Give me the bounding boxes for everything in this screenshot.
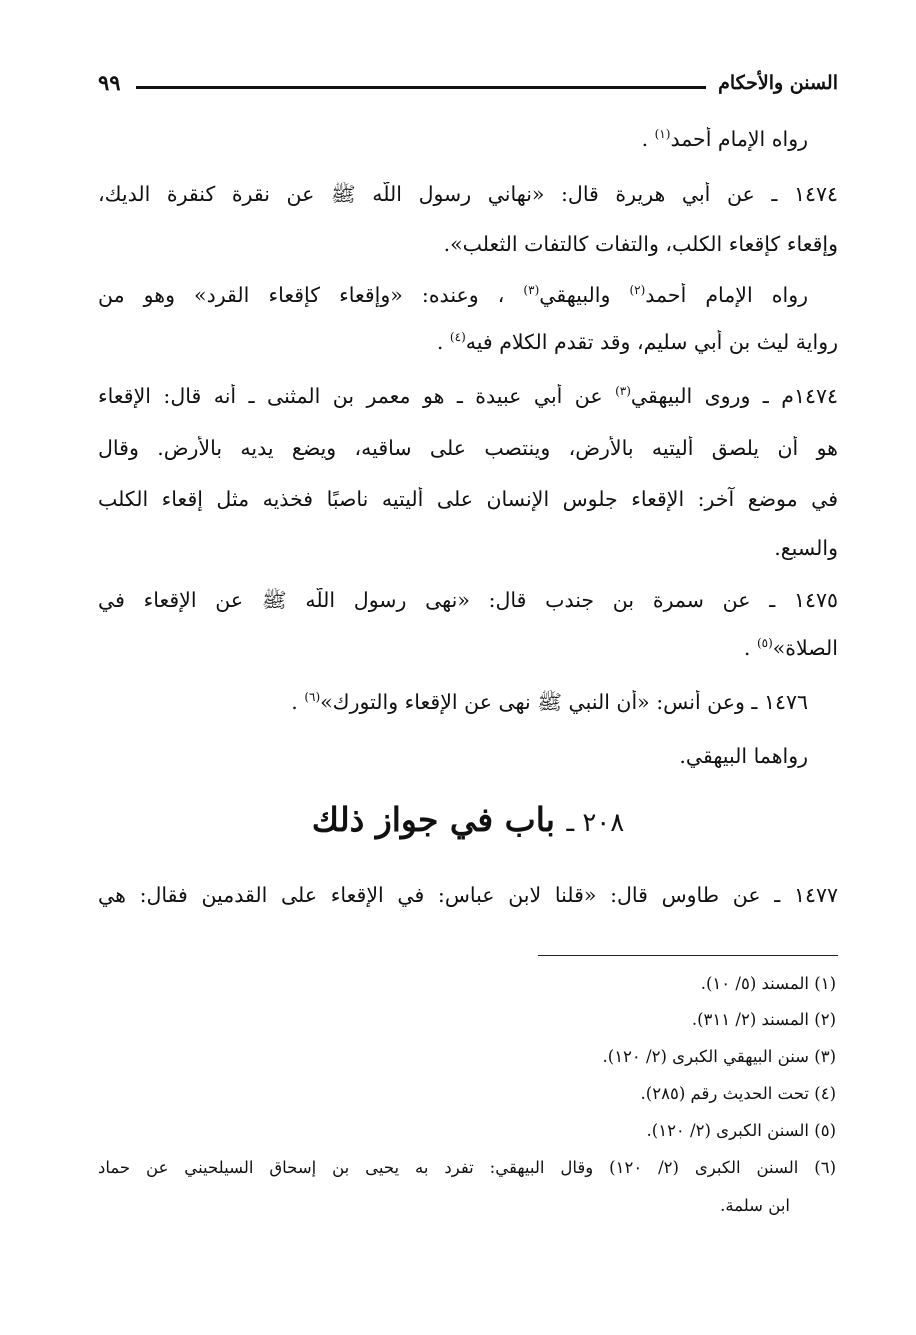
chapter-heading bbox=[98, 800, 838, 839]
footnote-ref: (٣) bbox=[523, 283, 540, 298]
text-line: ١٤٧٦ ـ وعن أنس: «أن النبي ﷺ نهى عن الإقعاء والتورك»$^{(٦)}$ . bbox=[291, 690, 808, 714]
hadith-1474-line-1: ١٤٧٤ ـ عن أبي هريرة قال: «نهاني رسول اللّه ﷺ عن نقرة كنقرة الديك، bbox=[98, 182, 838, 206]
text-line: الصلاة»$^{(٥)}$ . bbox=[743, 636, 838, 660]
footnote-ref: (٣) bbox=[615, 384, 631, 399]
footnote: (٦) السنن الكبرى (٢/ ١٢٠) وقال البيهقي: تفرد به يحيى بن إسحاق السيلحيني عن حماد bbox=[98, 1158, 837, 1177]
footnote: (٤) تحت الحديث رقم (٢٨٥). bbox=[640, 1084, 836, 1103]
footnote: (٣) سنن البيهقي الكبرى (٢/ ١٢٠). bbox=[602, 1047, 836, 1066]
text-line: رواه الإمام أحمد$^{(١)}$ . bbox=[641, 127, 808, 151]
footnote-ref: (١) bbox=[654, 127, 671, 142]
footnote-ref: (٥) bbox=[756, 636, 773, 651]
text-line: رواه الإمام أحمد$^{(٢)}$ والبيهقي$^{(٣)}$ ، وعنده: «وإقعاء كإقعاء القرد» وهو من bbox=[98, 283, 808, 307]
hadith-1477-line-1: ١٤٧٧ ـ عن طاوس قال: «قلنا لابن عباس: في الإقعاء على القدمين فقال: هي bbox=[98, 883, 838, 907]
footnote-ref: (٢) bbox=[629, 283, 646, 298]
footnote-ref: (٦) bbox=[304, 690, 321, 705]
running-title: السنن والأحكام bbox=[718, 72, 838, 94]
footnote: (٢) المسند (٢/ ٣١١). bbox=[691, 1010, 836, 1029]
page-number: ٩٩ bbox=[98, 70, 121, 95]
header-rule bbox=[136, 86, 706, 89]
page-header bbox=[98, 70, 838, 104]
text-line: رواية ليث بن أبي سليم، وقد تقدم الكلام فيه$^{(٤)}$ . bbox=[436, 330, 838, 354]
chapter-number: ٢٠٨ ـ bbox=[566, 808, 625, 838]
chapter-title: باب في جواز ذلك bbox=[311, 800, 555, 839]
hadith-1474-line-2: وإقعاء كإقعاء الكلب، والتفات كالتفات الثعلب». bbox=[443, 232, 838, 256]
text-line: والسبع. bbox=[774, 536, 838, 560]
text-line: هو أن يلصق أليتيه بالأرض، وينتصب على ساقيه، ويضع يديه بالأرض. وقال bbox=[98, 436, 838, 460]
footnote: ابن سلمة. bbox=[720, 1196, 790, 1215]
footnote: (٥) السنن الكبرى (٢/ ١٢٠). bbox=[646, 1121, 836, 1140]
hadith-1475-line-1: ١٤٧٥ ـ عن سمرة بن جندب قال: «نهى رسول اللّه ﷺ عن الإقعاء في bbox=[98, 588, 838, 612]
text-line: ١٤٧٤م ـ وروى البيهقي$^{(٣)}$ عن أبي عبيدة ـ هو معمر بن المثنى ـ أنه قال: الإقعاء bbox=[98, 384, 838, 408]
text-line: في موضع آخر: الإقعاء جلوس الإنسان على أليتيه ناصبًا فخذيه مثل إقعاء الكلب bbox=[98, 487, 838, 511]
text-line: رواهما البيهقي. bbox=[679, 744, 808, 768]
footnote-separator bbox=[538, 955, 838, 956]
footnote-ref: (٤) bbox=[449, 330, 466, 345]
footnote: (١) المسند (٥/ ١٠). bbox=[700, 974, 836, 993]
